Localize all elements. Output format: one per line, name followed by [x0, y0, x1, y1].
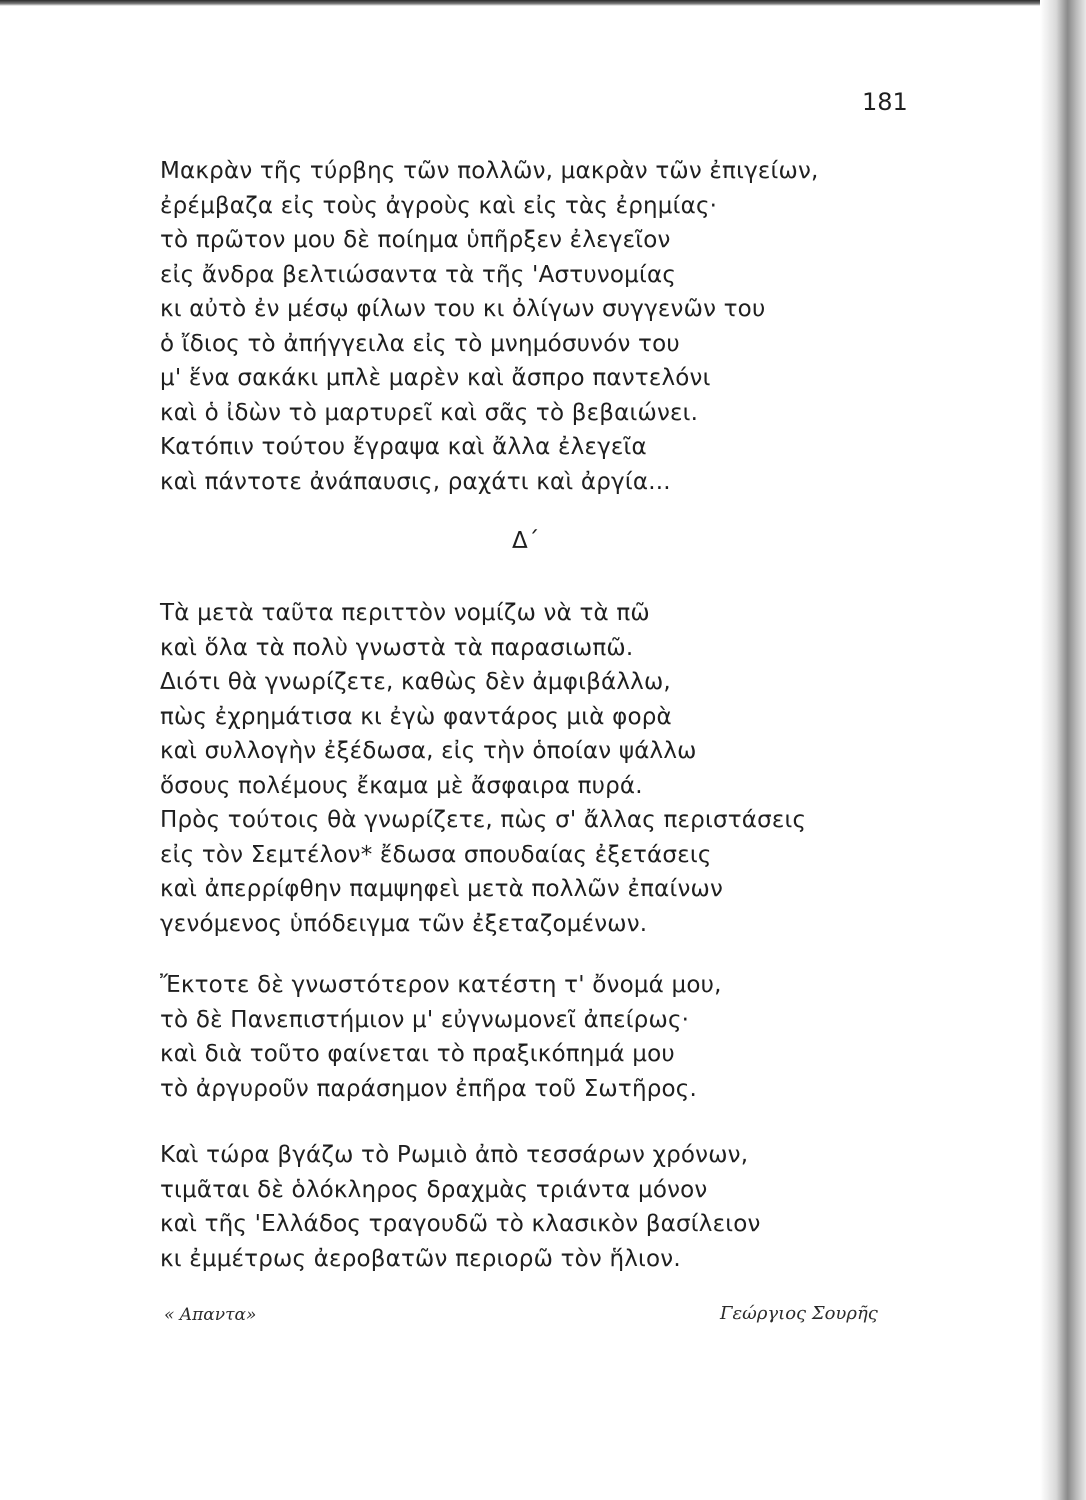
poem-line: τιμᾶται δὲ ὁλόκληρος δραχμὰς τριάντα μόνον — [160, 1176, 708, 1203]
poem-line: τὸ πρῶτον μου δὲ ποίημα ὑπῆρξεν ἐλεγεῖον — [160, 227, 671, 253]
poem-line: καὶ ἀπερρίφθην παμψηφεὶ μετὰ πολλῶν ἐπαίνων — [160, 876, 724, 902]
poem-stanza-2 — [160, 596, 806, 941]
poem-line: καὶ τῆς 'Ελλάδος τραγουδῶ τὸ κλασικὸν βασίλειον — [160, 1211, 761, 1237]
poem-line: Πρὸς τούτοις θὰ γνωρίζετε, πὼς σ' ἄλλας περιστάσεις — [160, 807, 807, 833]
page-number: 181 — [862, 88, 908, 116]
poem-line: Ἔκτοτε δὲ γνωστότερον κατέστη τ' ὄνομά μου, — [160, 972, 722, 998]
page-top-edge-shadow — [0, 0, 1086, 6]
poem-line: πὼς ἐχρημάτισα κι ἐγὼ φαντάρος μιὰ φορὰ — [160, 703, 672, 730]
poem-line: γενόμενος ὑπόδειγμα τῶν ἐξεταζομένων. — [160, 910, 648, 937]
footer-author-name: Γεώργιος Σουρῆς — [720, 1303, 878, 1324]
poem-line: ἐρέμβαζα εἰς τοὺς ἀγροὺς καὶ εἰς τὰς ἐρημίας· — [160, 192, 718, 219]
poem-line: εἰς τὸν Σεμτέλον* ἔδωσα σπουδαίας ἐξετάσεις — [160, 841, 712, 868]
poem-line: καὶ διὰ τοῦτο φαίνεται τὸ πραξικόπημά μου — [160, 1041, 675, 1067]
poem-line: καὶ συλλογὴν ἐξέδωσα, εἰς τὴν ὁποίαν ψάλλω — [160, 738, 697, 764]
poem-line: Κατόπιν τούτου ἔγραψα καὶ ἄλλα ἐλεγεῖα — [160, 434, 647, 460]
poem-line: Μακρὰν τῆς τύρβης τῶν πολλῶν, μακρὰν τῶν ἐπιγείων, — [160, 158, 819, 184]
poem-stanza-3 — [160, 968, 722, 1106]
poem-stanza-1 — [160, 154, 819, 499]
poem-line: ὁ ἴδιος τὸ ἀπήγγειλα εἰς τὸ μνημόσυνόν του — [160, 330, 680, 357]
page-binding-edge — [1040, 0, 1086, 1500]
poem-line: ὅσους πολέμους ἔκαμα μὲ ἄσφαιρα πυρά. — [160, 772, 643, 799]
poem-line: τὸ δὲ Πανεπιστήμιον μ' εὐγνωμονεῖ ἀπείρως· — [160, 1006, 690, 1033]
poem-line: καὶ ὅλα τὰ πολὺ γνωστὰ τὰ παρασιωπῶ. — [160, 634, 634, 661]
poem-stanza-4 — [160, 1138, 761, 1276]
poem-line: εἰς ἄνδρα βελτιώσαντα τὰ τῆς 'Αστυνομίας — [160, 261, 677, 288]
poem-line: τὸ ἀργυροῦν παράσημον ἐπῆρα τοῦ Σωτῆρος. — [160, 1075, 697, 1102]
poem-line: μ' ἕνα σακάκι μπλὲ μαρὲν καὶ ἄσπρο παντελόνι — [160, 365, 711, 391]
poem-line: Καὶ τώρα βγάζω τὸ Ρωμιὸ ἀπὸ τεσσάρων χρόνων, — [160, 1142, 749, 1168]
poem-line: Διότι θὰ γνωρίζετε, καθὼς δὲν ἀμφιβάλλω, — [160, 669, 671, 695]
poem-line: κι αὐτὸ ἐν μέσῳ φίλων του κι ὀλίγων συγγενῶν του — [160, 296, 766, 322]
footer-book-title: « Απαντα» — [164, 1305, 257, 1325]
section-heading: Δ΄ — [512, 528, 540, 554]
poem-line: κι ἐμμέτρως ἀεροβατῶν περιορῶ τὸν ἥλιον. — [160, 1245, 681, 1272]
poem-line: καὶ πάντοτε ἀνάπαυσις, ραχάτι καὶ ἀργία... — [160, 468, 671, 495]
poem-line: Τὰ μετὰ ταῦτα περιττὸν νομίζω νὰ τὰ πῶ — [160, 600, 650, 626]
poem-line: καὶ ὁ ἰδὼν τὸ μαρτυρεῖ καὶ σᾶς τὸ βεβαιώνει. — [160, 399, 699, 426]
